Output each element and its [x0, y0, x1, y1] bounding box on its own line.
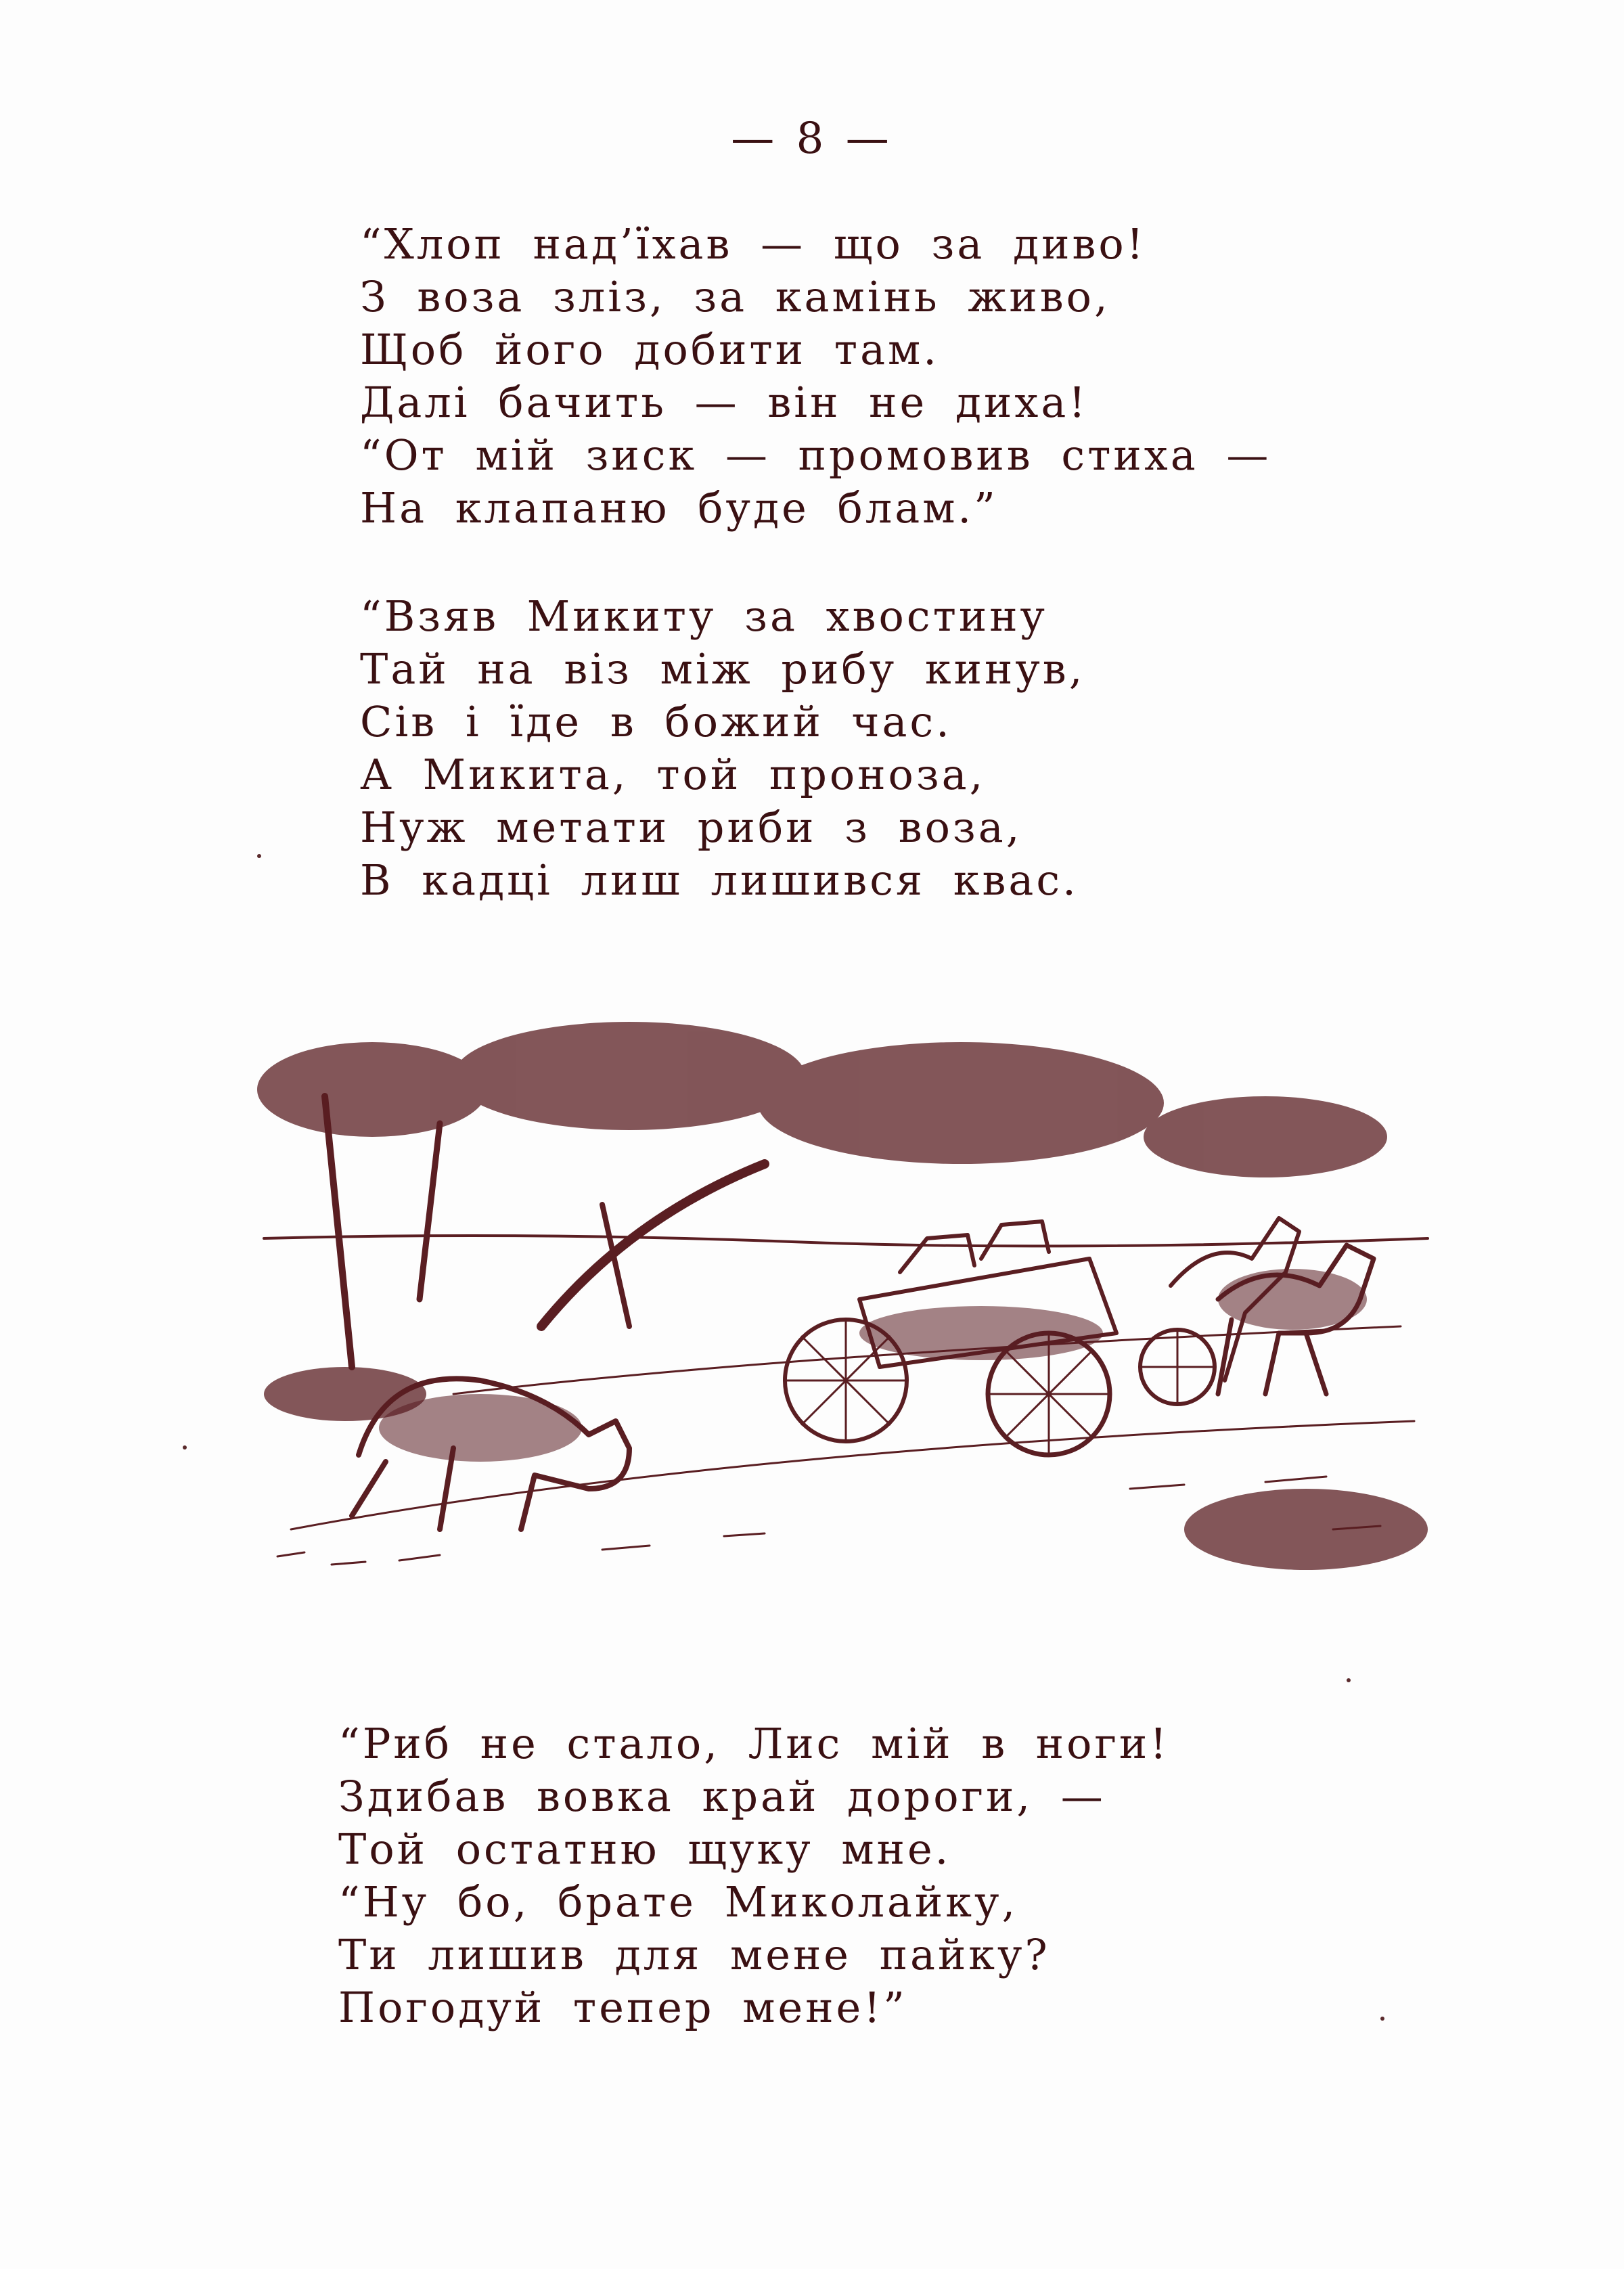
stanza-2-line-2: Тай на віз між рибу кинув, — [360, 644, 1085, 694]
engraving-svg — [250, 1015, 1441, 1611]
tree-trunk-left — [325, 1096, 352, 1367]
print-speck — [183, 1445, 187, 1450]
horses-shadow — [1218, 1269, 1367, 1330]
stanza-3 — [338, 1717, 1169, 2034]
stanza-2-line-1: “Взяв Микиту за хвостину — [360, 591, 1048, 641]
bush-lower-right — [1184, 1489, 1428, 1570]
stanza-3-line-6: Погодуй тепер мене!” — [338, 1983, 907, 2032]
stanza-3-line-3: Той остатню щуку мне. — [338, 1824, 951, 1874]
cart-shadow — [859, 1306, 1103, 1360]
stanza-2-line-5: Нуж метати риби з воза, — [360, 803, 1022, 852]
print-speck — [1380, 2017, 1384, 2021]
stanza-3-line-4: “Ну бо, брате Миколайку, — [338, 1877, 1018, 1927]
stanza-1-line-2: З воза зліз, за камінь живо, — [360, 272, 1110, 321]
print-speck — [257, 854, 261, 858]
print-speck — [1347, 1678, 1351, 1682]
stanza-1-line-5: “От мій зиск — промовив стиха — — [360, 430, 1271, 480]
stanza-2-line-4: А Микита, той проноза, — [360, 750, 986, 799]
foliage-far-right — [1144, 1096, 1387, 1177]
horizon-line — [264, 1236, 1428, 1246]
stanza-2 — [360, 590, 1085, 907]
stanza-1-line-6: На клапаню буде блам.” — [360, 483, 998, 533]
stanza-1 — [360, 218, 1271, 535]
stanza-3-line-1: “Риб не стало, Лис мій в ноги! — [338, 1719, 1170, 1768]
foliage-right — [758, 1042, 1164, 1164]
stanza-1-line-1: “Хлоп над’їхав — що за диво! — [360, 219, 1146, 269]
stanza-2-line-6: В кадці лиш лишився квас. — [360, 855, 1079, 905]
stanza-1-line-3: Щоб його добити там. — [360, 325, 939, 374]
stanza-3-line-2: Здибав вовка край дороги, — — [338, 1772, 1106, 1821]
tree-trunk-leaning — [541, 1164, 765, 1326]
stanza-2-line-3: Сів і їде в божий час. — [360, 697, 952, 746]
foliage-left — [257, 1042, 487, 1137]
foliage-center — [453, 1022, 805, 1130]
page-number: — 8 — — [731, 114, 893, 164]
tree-trunk-center-left — [420, 1123, 440, 1299]
wolf-shadow — [379, 1394, 582, 1462]
illustration-wolf-and-cart — [250, 1015, 1441, 1611]
stanza-3-line-5: Ти лишив для мене пайку? — [338, 1930, 1050, 1979]
stanza-1-line-4: Далі бачить — він не диха! — [360, 378, 1089, 427]
